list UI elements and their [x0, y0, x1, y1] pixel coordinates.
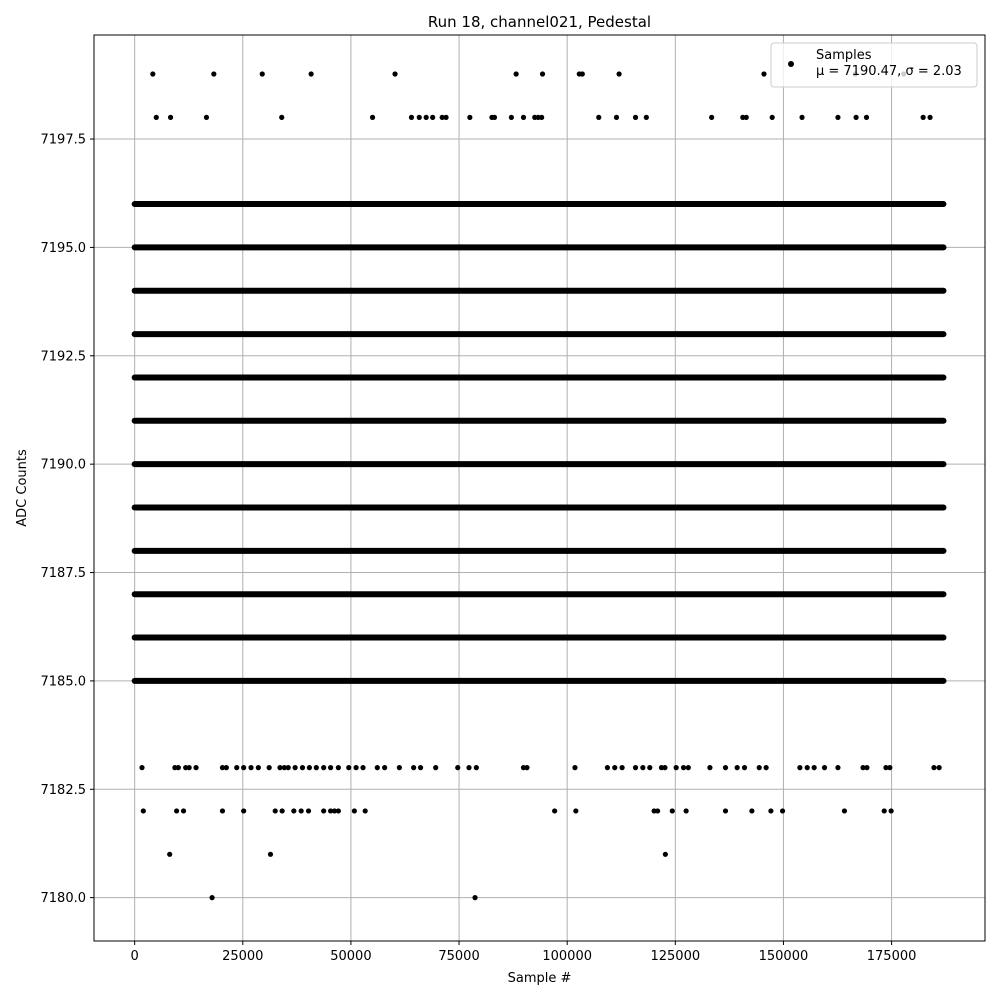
sample-point [328, 765, 333, 770]
chart-title: Run 18, channel021, Pedestal [427, 13, 652, 31]
sample-point [241, 765, 246, 770]
sample-point [854, 115, 859, 120]
sample-point [937, 765, 942, 770]
sample-point [472, 895, 477, 900]
sample-point [931, 765, 936, 770]
sample-point [514, 71, 519, 76]
sample-point [392, 71, 397, 76]
sample-point [524, 765, 529, 770]
sample-point [707, 765, 712, 770]
sample-point [224, 765, 229, 770]
sample-point [882, 808, 887, 813]
sample-point [220, 808, 225, 813]
sample-point [248, 765, 253, 770]
sample-point [181, 808, 186, 813]
sample-point [174, 808, 179, 813]
sample-point [467, 115, 472, 120]
sample-point [268, 852, 273, 857]
sample-point [291, 808, 296, 813]
sample-point [768, 808, 773, 813]
sample-point [234, 765, 239, 770]
sample-point [209, 895, 214, 900]
sample-point [662, 765, 667, 770]
sample-point [167, 852, 172, 857]
y-tick-label: 7190.0 [40, 457, 86, 473]
sample-point [260, 71, 265, 76]
sample-point [540, 71, 545, 76]
legend-series-stats: μ = 7190.47, σ = 2.03 [816, 64, 962, 79]
sample-point [455, 765, 460, 770]
sample-point [306, 808, 311, 813]
sample-point [443, 115, 448, 120]
sample-point [307, 765, 312, 770]
y-tick-label: 7195.0 [40, 240, 86, 256]
sample-point [864, 765, 869, 770]
sample-point [864, 115, 869, 120]
sample-point [674, 765, 679, 770]
sample-point [749, 808, 754, 813]
sample-point [314, 765, 319, 770]
sample-point [744, 115, 749, 120]
sample-point [764, 765, 769, 770]
sample-point [742, 765, 747, 770]
sample-point [346, 765, 351, 770]
sample-point [552, 808, 557, 813]
sample-point [670, 808, 675, 813]
sample-point [370, 115, 375, 120]
sample-point [770, 115, 775, 120]
sample-point [761, 71, 766, 76]
sample-point [299, 808, 304, 813]
legend [771, 43, 977, 87]
sample-point [363, 808, 368, 813]
sample-point [168, 115, 173, 120]
sample-point [417, 115, 422, 120]
sample-point [812, 765, 817, 770]
sample-point [835, 765, 840, 770]
sample-point [927, 115, 932, 120]
sample-point [309, 71, 314, 76]
sample-point [655, 808, 660, 813]
sample-point [397, 765, 402, 770]
sample-point [709, 115, 714, 120]
sample-point [842, 808, 847, 813]
y-tick-label: 7187.5 [40, 566, 86, 582]
sample-point [573, 808, 578, 813]
sample-point [735, 765, 740, 770]
sample-point [409, 115, 414, 120]
sample-point [141, 808, 146, 813]
sample-point [539, 115, 544, 120]
sample-point [211, 71, 216, 76]
legend-series-name: Samples [816, 48, 872, 63]
sample-point [418, 765, 423, 770]
sample-point [822, 765, 827, 770]
sample-point [723, 765, 728, 770]
sample-point [492, 115, 497, 120]
sample-point [286, 765, 291, 770]
sample-point [616, 71, 621, 76]
sample-point [430, 115, 435, 120]
x-tick-label: 50000 [330, 949, 372, 964]
sample-point [321, 808, 326, 813]
sample-point [256, 765, 261, 770]
sample-point [466, 765, 471, 770]
sample-point [176, 765, 181, 770]
sample-point [336, 765, 341, 770]
sample-point [887, 765, 892, 770]
sample-point [321, 765, 326, 770]
sample-point [354, 765, 359, 770]
sample-point [521, 115, 526, 120]
sample-point [684, 808, 689, 813]
sample-point [150, 71, 155, 76]
sample-point [193, 765, 198, 770]
x-tick-label: 25000 [222, 949, 264, 964]
x-tick-label: 100000 [542, 949, 593, 964]
sample-point [293, 765, 298, 770]
sample-point [382, 765, 387, 770]
x-tick-label: 175000 [866, 949, 917, 964]
sample-point [424, 115, 429, 120]
x-tick-label: 125000 [650, 949, 701, 964]
sample-point [805, 765, 810, 770]
sample-point [620, 765, 625, 770]
x-tick-label: 75000 [438, 949, 480, 964]
legend-marker [788, 61, 794, 67]
sample-point [612, 765, 617, 770]
sample-point [797, 765, 802, 770]
sample-point [605, 765, 610, 770]
sample-point [279, 115, 284, 120]
sample-point [572, 765, 577, 770]
sample-point [757, 765, 762, 770]
sample-point [474, 765, 479, 770]
sample-point [509, 115, 514, 120]
y-axis-label: ADC Counts [15, 449, 30, 527]
sample-point [663, 852, 668, 857]
sample-point [686, 765, 691, 770]
sample-point [204, 115, 209, 120]
sample-point [139, 765, 144, 770]
sample-point [723, 808, 728, 813]
sample-point [336, 808, 341, 813]
y-tick-label: 7185.0 [40, 674, 86, 690]
sample-point [799, 115, 804, 120]
sample-point [681, 765, 686, 770]
y-tick-label: 7182.5 [40, 782, 86, 798]
y-tick-label: 7197.5 [40, 132, 86, 148]
y-tick-label: 7180.0 [40, 891, 86, 907]
sample-point [614, 115, 619, 120]
sample-point [273, 808, 278, 813]
sample-point [835, 115, 840, 120]
sample-point [780, 808, 785, 813]
sample-point [644, 115, 649, 120]
sample-point [647, 765, 652, 770]
x-tick-label: 150000 [758, 949, 809, 964]
sample-point [300, 765, 305, 770]
sample-point [433, 765, 438, 770]
sample-point [921, 115, 926, 120]
sample-point [241, 808, 246, 813]
sample-point [154, 115, 159, 120]
sample-point [596, 115, 601, 120]
x-axis-label: Sample # [507, 971, 572, 986]
sample-point [411, 765, 416, 770]
sample-point [352, 808, 357, 813]
sample-point [580, 71, 585, 76]
sample-point [633, 115, 638, 120]
sample-point [187, 765, 192, 770]
sample-point [633, 765, 638, 770]
sample-point [360, 765, 365, 770]
sample-point [375, 765, 380, 770]
sample-point [889, 808, 894, 813]
sample-point [280, 808, 285, 813]
sample-point [640, 765, 645, 770]
y-tick-label: 7192.5 [40, 349, 86, 365]
sample-point [267, 765, 272, 770]
x-tick-label: 0 [130, 949, 139, 964]
